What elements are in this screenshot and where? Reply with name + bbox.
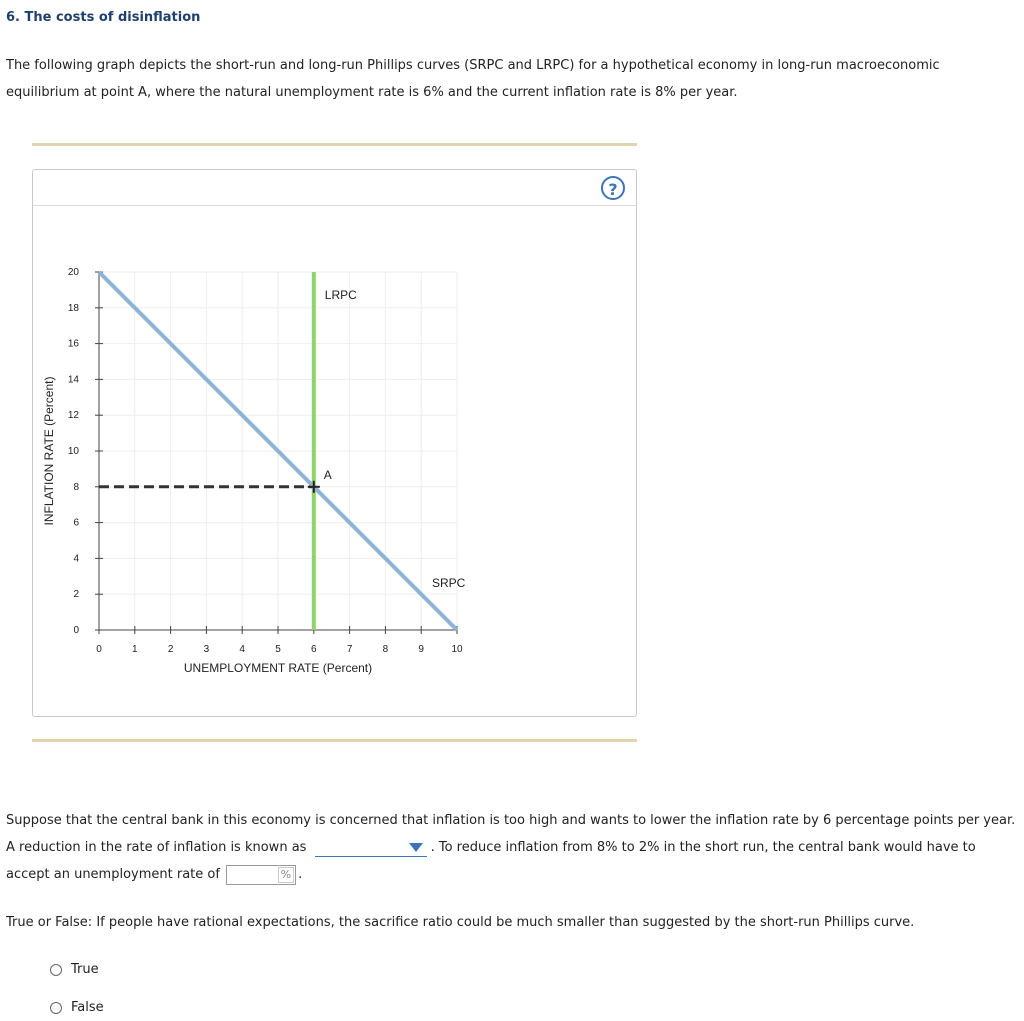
x-tick-label: 10 bbox=[451, 644, 463, 655]
y-tick-label: 20 bbox=[67, 267, 79, 278]
intro-text: The following graph depicts the short-run and long-run Phillips curves (SRPC and LRPC) for a hypothetical economy in long-run macroeconomic equilibrium at point A, where the natural unemployment rate is 6% and the current inflation rate is 8% per year. bbox=[6, 58, 940, 100]
y-tick-label: 16 bbox=[67, 338, 79, 350]
x-tick-label: 9 bbox=[418, 644, 424, 655]
radio-true[interactable] bbox=[50, 962, 99, 977]
x-axis-title: UNEMPLOYMENT RATE (Percent) bbox=[183, 661, 373, 675]
y-tick-label: 2 bbox=[73, 589, 79, 601]
x-tick-label: 7 bbox=[346, 644, 353, 655]
x-tick-label: 6 bbox=[311, 644, 317, 655]
lrpc-label: LRPC bbox=[324, 287, 357, 302]
bottom-divider bbox=[32, 739, 637, 742]
y-tick-label: 8 bbox=[73, 481, 79, 493]
y-tick-label: 0 bbox=[73, 625, 79, 636]
y-tick-label: 12 bbox=[67, 410, 79, 422]
question-text-part3: . bbox=[298, 867, 303, 882]
srpc-label: SRPC bbox=[431, 576, 466, 591]
phillips-curve-graph bbox=[33, 170, 636, 716]
question-heading: 6. The costs of disinflation bbox=[6, 10, 201, 25]
y-tick-label: 4 bbox=[73, 553, 79, 565]
radio-false[interactable] bbox=[50, 1000, 104, 1015]
question-text-part2: . To reduce inflation from 8% to 2% in the short run, the central bank would have to accept an unemployment rate of bbox=[6, 840, 976, 882]
radio-true-circle[interactable] bbox=[50, 964, 62, 976]
y-tick-label: 10 bbox=[67, 446, 79, 457]
y-axis-title: INFLATION RATE (Percent) bbox=[42, 376, 56, 526]
x-tick-label: 1 bbox=[132, 644, 138, 655]
x-tick-label: 3 bbox=[203, 644, 210, 655]
unemployment-rate-input[interactable] bbox=[226, 865, 296, 885]
help-button[interactable]: ? bbox=[601, 176, 625, 200]
x-tick-label: 8 bbox=[382, 644, 389, 655]
question-block bbox=[6, 807, 1018, 888]
top-divider bbox=[32, 143, 637, 146]
y-tick-label: 18 bbox=[67, 302, 79, 314]
point-a-label: A bbox=[323, 467, 332, 482]
true-false-question: True or False: If people have rational expectations, the sacrifice ratio could be much smaller than suggested by the short-run Phillips curve. bbox=[6, 915, 915, 930]
x-tick-label: 5 bbox=[275, 644, 281, 655]
radio-true-label: True bbox=[71, 962, 99, 977]
x-tick-label: 2 bbox=[167, 644, 174, 655]
x-tick-label: 0 bbox=[96, 644, 102, 655]
x-tick-label: 4 bbox=[239, 644, 245, 655]
percent-unit-label: % bbox=[278, 867, 294, 883]
disinflation-dropdown[interactable] bbox=[315, 838, 427, 857]
dropdown-arrow-icon bbox=[409, 843, 423, 852]
radio-false-circle[interactable] bbox=[50, 1002, 62, 1014]
radio-false-label: False bbox=[71, 1000, 104, 1015]
y-tick-label: 14 bbox=[67, 374, 79, 386]
y-tick-label: 6 bbox=[73, 517, 79, 529]
question-text-part1: Suppose that the central bank in this economy is concerned that inflation is too high and wants to lower the inflation rate by 6 percentage points per year. A reduction in the rate of inflation is known as bbox=[6, 813, 1016, 855]
graph-panel bbox=[32, 169, 637, 717]
